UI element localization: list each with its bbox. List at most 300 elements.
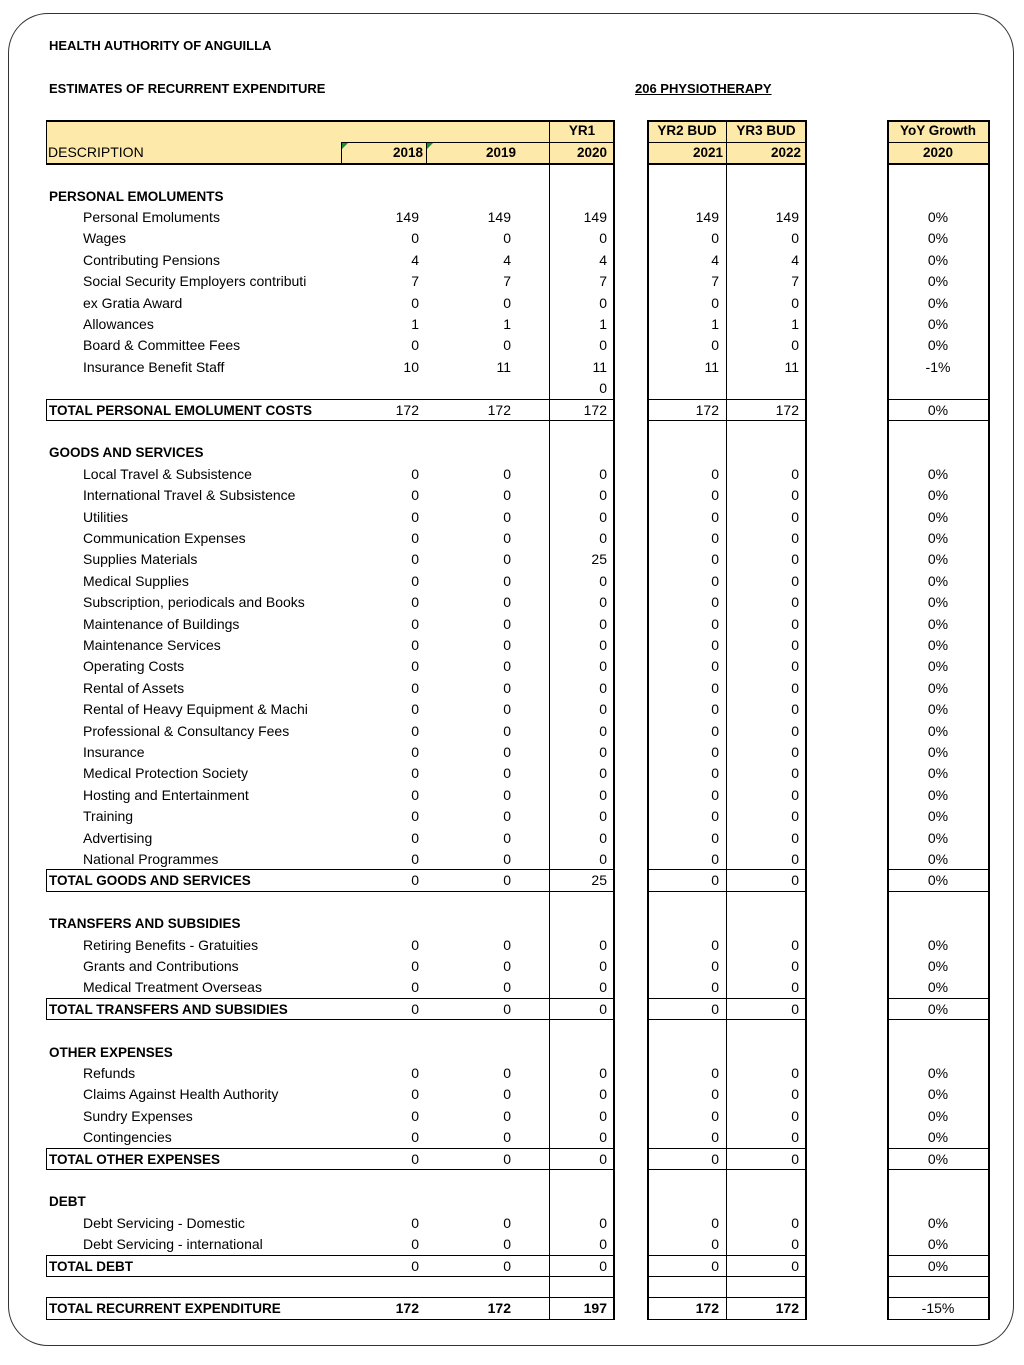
line-item-label: International Travel & Subsistence [83, 487, 296, 504]
yoy-growth-value [888, 378, 988, 399]
value-2022: 0 [791, 979, 799, 996]
column-divider [549, 120, 550, 1320]
value-2019: 0 [503, 957, 511, 974]
line-item-label: Subscription, periodicals and Books [83, 594, 305, 611]
value-2021: 0 [711, 722, 719, 739]
value-2018: 0 [411, 337, 419, 354]
value-2018: 0 [411, 829, 419, 846]
value-2018: 0 [411, 1129, 419, 1146]
section-heading: PERSONAL EMOLUMENTS [49, 188, 224, 204]
value-2019: 0 [503, 786, 511, 803]
yoy-growth-value: 0% [927, 722, 949, 739]
value-2018: 0 [411, 872, 419, 889]
year-2020-header: 2020 [576, 145, 607, 160]
value-2020: 0 [599, 337, 607, 354]
value-2021: 0 [711, 1107, 719, 1124]
value-2019: 0 [503, 936, 511, 953]
value-2021: 0 [711, 829, 719, 846]
value-2020: 149 [583, 208, 607, 225]
line-item-label: Communication Expenses [83, 529, 246, 546]
value-2022: 0 [791, 230, 799, 247]
value-2020: 0 [599, 230, 607, 247]
value-2019: 4 [503, 251, 511, 268]
value-2020: 0 [599, 1086, 607, 1103]
value-2022: 0 [791, 572, 799, 589]
value-2022: 172 [775, 1300, 799, 1317]
yoy-growth-value: 0% [927, 1064, 949, 1081]
value-2020: 0 [599, 765, 607, 782]
yoy-growth-value: 0% [927, 1150, 949, 1167]
value-2021: 0 [711, 701, 719, 718]
value-2018: 0 [411, 701, 419, 718]
value-2019: 0 [503, 850, 511, 867]
year-2021-header: 2021 [692, 145, 723, 160]
value-2021: 0 [711, 636, 719, 653]
value-2020: 0 [599, 1150, 607, 1167]
line-item-label: Medical Treatment Overseas [83, 979, 262, 996]
section-heading: TRANSFERS AND SUBSIDIES [49, 916, 241, 932]
value-2021: 1 [711, 315, 719, 332]
value-2019: 0 [503, 1000, 511, 1017]
yoy-growth-value: 0% [927, 743, 949, 760]
yoy-growth-value: 0% [927, 1214, 949, 1231]
value-2019: 0 [503, 829, 511, 846]
value-2022: 0 [791, 529, 799, 546]
value-2018: 0 [411, 1236, 419, 1253]
value-2021: 0 [711, 679, 719, 696]
value-2020: 0 [599, 658, 607, 675]
value-2018: 149 [395, 208, 419, 225]
line-item-label: Debt Servicing - Domestic [83, 1214, 245, 1231]
total-left-border [46, 998, 47, 1019]
line-item-label: Contributing Pensions [83, 251, 220, 268]
value-2021: 0 [711, 572, 719, 589]
value-2018: 0 [411, 808, 419, 825]
value-2018: 172 [395, 401, 419, 418]
value-2022: 0 [791, 679, 799, 696]
value-2020: 0 [599, 1129, 607, 1146]
value-2019: 0 [503, 808, 511, 825]
organization-title: HEALTH AUTHORITY OF ANGUILLA [49, 38, 272, 53]
value-2021: 11 [704, 358, 719, 375]
value-2021: 0 [711, 743, 719, 760]
header-bottom-line [647, 163, 807, 165]
value-2021: 0 [711, 615, 719, 632]
line-item-label: Contingencies [83, 1129, 172, 1146]
value-2022: 7 [791, 273, 799, 290]
value-2021: 0 [711, 465, 719, 482]
gap-row-line [647, 1276, 807, 1277]
value-2022: 0 [791, 722, 799, 739]
value-2019: 0 [503, 701, 511, 718]
line-item-label: Claims Against Health Authority [83, 1086, 279, 1103]
yoy-growth-value: 0% [927, 529, 949, 546]
yoy-growth-value: 0% [927, 1086, 949, 1103]
value-2022: 11 [784, 358, 799, 375]
value-2019: 0 [503, 679, 511, 696]
value-2020: 0 [599, 979, 607, 996]
value-2018: 0 [411, 1257, 419, 1274]
value-2021: 0 [711, 1150, 719, 1167]
value-2022: 0 [791, 508, 799, 525]
value-2022: 0 [791, 615, 799, 632]
value-2019: 1 [503, 315, 511, 332]
value-2018: 0 [411, 230, 419, 247]
value-2020: 0 [599, 786, 607, 803]
value-2019: 0 [503, 1257, 511, 1274]
value-2022: 0 [791, 786, 799, 803]
value-2019: 0 [503, 1064, 511, 1081]
yoy-growth-value: 0% [927, 508, 949, 525]
yoy-growth-value: 0% [927, 230, 949, 247]
yoy-growth-value: 0% [927, 1236, 949, 1253]
value-2019: 0 [503, 294, 511, 311]
value-2019: 0 [503, 722, 511, 739]
yoy-growth-value: 0% [927, 765, 949, 782]
line-item-label: Grants and Contributions [83, 957, 239, 974]
value-2018: 0 [411, 957, 419, 974]
total-left-border [46, 1148, 47, 1169]
value-2021: 0 [711, 765, 719, 782]
value-2019: 0 [503, 1214, 511, 1231]
value-2019: 0 [503, 765, 511, 782]
value-2018: 0 [411, 572, 419, 589]
value-2021: 7 [711, 273, 719, 290]
value-2020: 0 [599, 701, 607, 718]
value-2019: 0 [503, 979, 511, 996]
gap-row-line [887, 1276, 990, 1277]
line-item-label: Refunds [83, 1064, 136, 1081]
value-2022: 0 [791, 701, 799, 718]
header-bottom-line [887, 163, 990, 165]
line-item-label: Medical Protection Society [83, 765, 248, 782]
section-heading: GOODS AND SERVICES [49, 445, 204, 461]
yoy-growth-value: 0% [927, 294, 949, 311]
line-item-label: Local Travel & Subsistence [83, 465, 252, 482]
line-item-label: Rental of Assets [83, 679, 185, 696]
value-2019: 0 [503, 594, 511, 611]
value-2021: 0 [711, 294, 719, 311]
value-2022: 0 [791, 1236, 799, 1253]
value-2022: 0 [791, 743, 799, 760]
column-divider [805, 120, 807, 1320]
value-2022: 0 [791, 957, 799, 974]
value-2022: 0 [791, 551, 799, 568]
value-2022: 0 [791, 872, 799, 889]
value-2022: 0 [791, 936, 799, 953]
total-left-border [46, 1297, 47, 1318]
yoy-growth-value: 0% [927, 658, 949, 675]
value-2019: 0 [503, 1236, 511, 1253]
value-2021: 0 [711, 1214, 719, 1231]
yoy-growth-value: 0% [927, 829, 949, 846]
value-2020: 0 [599, 850, 607, 867]
line-item-label: Utilities [83, 508, 129, 525]
value-2018: 7 [411, 273, 419, 290]
line-item-label: Maintenance Services [83, 636, 221, 653]
value-2020: 25 [591, 872, 607, 889]
line-item-label: Advertising [83, 829, 153, 846]
value-2019: 0 [503, 337, 511, 354]
value-2021: 172 [695, 1300, 719, 1317]
yoy-growth-value: 0% [927, 251, 949, 268]
value-2021: 0 [711, 551, 719, 568]
line-item-label: Allowances [83, 315, 154, 332]
value-2020: 0 [599, 529, 607, 546]
line-item-label: Insurance [83, 743, 145, 760]
yoy-year-header: 2020 [922, 145, 954, 160]
value-2020: 0 [599, 1214, 607, 1231]
value-2020: 197 [583, 1300, 607, 1317]
value-2019: 0 [503, 636, 511, 653]
value-2021: 149 [695, 208, 719, 225]
value-2018: 0 [411, 1150, 419, 1167]
value-2020: 0 [599, 1257, 607, 1274]
value-2020: 0 [599, 1064, 607, 1081]
yoy-growth-value: 0% [927, 1129, 949, 1146]
value-2020: 1 [599, 315, 607, 332]
section-heading: DEBT [49, 1194, 86, 1210]
department-title: 206 PHYSIOTHERAPY [635, 81, 772, 96]
value-2021: 0 [711, 658, 719, 675]
value-2019: 149 [487, 208, 511, 225]
value-2021: 0 [711, 594, 719, 611]
value-2018: 0 [411, 679, 419, 696]
line-item-label: Social Security Employers contributi [83, 273, 307, 290]
value-2019: 0 [503, 230, 511, 247]
value-2021: 0 [711, 1064, 719, 1081]
yoy-growth-value: -1% [925, 358, 951, 375]
value-2018 [344, 378, 419, 399]
line-item-label: Rental of Heavy Equipment & Machi [83, 701, 308, 718]
value-2020: 0 [599, 829, 607, 846]
value-2018: 10 [403, 358, 419, 375]
value-2018: 0 [411, 1107, 419, 1124]
total-left-border [46, 1255, 47, 1276]
year-2018-header: 2018 [392, 145, 423, 160]
value-2018: 0 [411, 1000, 419, 1017]
value-2019: 172 [487, 1300, 511, 1317]
yoy-growth-value: 0% [927, 401, 949, 418]
line-item-label: Hosting and Entertainment [83, 786, 249, 803]
value-2020: 0 [599, 936, 607, 953]
yoy-growth-value: 0% [927, 808, 949, 825]
value-2018: 0 [411, 979, 419, 996]
yoy-growth-value: 0% [927, 1000, 949, 1017]
value-2022: 0 [791, 1086, 799, 1103]
line-item-label: Operating Costs [83, 658, 185, 675]
value-2021: 0 [711, 508, 719, 525]
value-2019: 0 [503, 1150, 511, 1167]
line-item-label: Sundry Expenses [83, 1107, 193, 1124]
value-2019: 0 [503, 743, 511, 760]
value-2018: 0 [411, 936, 419, 953]
value-2022: 1 [791, 315, 799, 332]
value-2020: 0 [599, 743, 607, 760]
value-2022: 0 [791, 850, 799, 867]
line-item-label: Professional & Consultancy Fees [83, 722, 290, 739]
value-2021: 0 [711, 529, 719, 546]
yoy-growth-value: 0% [927, 487, 949, 504]
value-2020: 4 [599, 251, 607, 268]
value-2019: 0 [503, 508, 511, 525]
value-2022: 0 [791, 808, 799, 825]
line-item-label: Board & Committee Fees [83, 337, 241, 354]
yr1-header: YR1 [568, 123, 596, 138]
value-2018: 0 [411, 1214, 419, 1231]
value-2020: 0 [599, 465, 607, 482]
value-2021: 0 [711, 957, 719, 974]
value-2022: 4 [791, 251, 799, 268]
value-2018: 4 [411, 251, 419, 268]
value-2021: 0 [711, 1236, 719, 1253]
yoy-header: YoY Growth [899, 123, 976, 138]
value-2018: 172 [395, 1300, 419, 1317]
value-2020: 0 [599, 957, 607, 974]
yoy-growth-value: 0% [927, 957, 949, 974]
value-2022: 0 [791, 337, 799, 354]
value-2021: 0 [711, 872, 719, 889]
value-2021: 0 [711, 487, 719, 504]
yoy-growth-value: 0% [927, 572, 949, 589]
value-2020: 0 [599, 294, 607, 311]
value-2022: 0 [791, 829, 799, 846]
value-2020: 0 [599, 508, 607, 525]
value-2018: 0 [411, 786, 419, 803]
value-2020: 7 [599, 273, 607, 290]
value-2019: 0 [503, 572, 511, 589]
value-2018: 0 [411, 615, 419, 632]
yoy-growth-value: 0% [927, 465, 949, 482]
value-2022: 149 [775, 208, 799, 225]
value-2019 [428, 378, 511, 399]
yoy-growth-value: 0% [927, 1257, 949, 1274]
value-2018: 1 [411, 315, 419, 332]
yoy-growth-value: 0% [927, 615, 949, 632]
line-item-label: Debt Servicing - international [83, 1236, 263, 1253]
value-2021: 0 [711, 1129, 719, 1146]
value-2018: 0 [411, 465, 419, 482]
value-2020: 0 [599, 487, 607, 504]
line-item-label: Medical Supplies [83, 572, 189, 589]
value-2020: 0 [599, 1236, 607, 1253]
value-2018: 0 [411, 294, 419, 311]
value-2019: 0 [503, 1129, 511, 1146]
value-2020: 0 [599, 572, 607, 589]
value-2021: 4 [711, 251, 719, 268]
column-divider [988, 120, 990, 1320]
line-item-label: Training [83, 808, 134, 825]
value-2018: 0 [411, 765, 419, 782]
value-2018: 0 [411, 722, 419, 739]
value-2022: 0 [791, 1214, 799, 1231]
value-2021: 0 [711, 1000, 719, 1017]
value-2020: 0 [599, 594, 607, 611]
yoy-growth-value: 0% [927, 315, 949, 332]
line-item-label: Supplies Materials [83, 551, 198, 568]
value-2019: 0 [503, 1107, 511, 1124]
yoy-growth-value: 0% [927, 850, 949, 867]
header-bottom-line [46, 163, 615, 165]
value-2019: 7 [503, 273, 511, 290]
yoy-growth-value: 0% [927, 594, 949, 611]
yoy-growth-value: 0% [927, 872, 949, 889]
value-2018: 0 [411, 594, 419, 611]
description-header: DESCRIPTION [48, 144, 144, 160]
value-2020: 0 [599, 722, 607, 739]
value-2019: 11 [496, 358, 511, 375]
value-2018: 0 [411, 529, 419, 546]
value-2021: 172 [695, 401, 719, 418]
yoy-growth-value: 0% [927, 1107, 949, 1124]
value-2022: 0 [791, 487, 799, 504]
value-2022: 0 [791, 1064, 799, 1081]
yoy-growth-value: 0% [927, 551, 949, 568]
report-title: ESTIMATES OF RECURRENT EXPENDITURE [49, 81, 326, 96]
value-2018: 0 [411, 487, 419, 504]
value-2020: 0 [599, 615, 607, 632]
value-2019: 0 [503, 487, 511, 504]
value-2022 [727, 378, 799, 399]
value-2018: 0 [411, 636, 419, 653]
value-2019: 0 [503, 1086, 511, 1103]
yoy-growth-value: 0% [927, 786, 949, 803]
value-2022: 0 [791, 1257, 799, 1274]
value-2021: 0 [711, 337, 719, 354]
total-left-border [46, 869, 47, 890]
value-2022: 0 [791, 294, 799, 311]
value-2020: 0 [599, 1107, 607, 1124]
gap-row-line [549, 1276, 615, 1277]
value-2018: 0 [411, 658, 419, 675]
yoy-growth-value: 0% [927, 337, 949, 354]
yoy-growth-value: 0% [927, 979, 949, 996]
yoy-growth-value: 0% [927, 679, 949, 696]
value-2021: 0 [711, 808, 719, 825]
value-2021: 0 [711, 850, 719, 867]
value-2021: 0 [711, 230, 719, 247]
value-2018: 0 [411, 551, 419, 568]
value-2022: 0 [791, 465, 799, 482]
value-2018: 0 [411, 850, 419, 867]
value-2018: 0 [411, 1064, 419, 1081]
value-2020: 0 [599, 1000, 607, 1017]
value-2022: 0 [791, 594, 799, 611]
line-item-label: National Programmes [83, 850, 219, 867]
total-label: TOTAL GOODS AND SERVICES [49, 873, 251, 889]
value-2019: 0 [503, 465, 511, 482]
column-divider [46, 120, 47, 163]
value-2021: 0 [711, 1257, 719, 1274]
line-item-label: Personal Emoluments [83, 208, 220, 225]
value-2022: 0 [791, 1129, 799, 1146]
value-2020: 0 [599, 636, 607, 653]
value-2022: 0 [791, 1000, 799, 1017]
value-2022: 0 [791, 658, 799, 675]
line-item-label: Wages [83, 230, 127, 247]
value-2019: 172 [487, 401, 511, 418]
value-2022: 0 [791, 1107, 799, 1124]
yoy-growth-value: 0% [927, 273, 949, 290]
value-2022: 0 [791, 765, 799, 782]
value-2020: 25 [591, 551, 607, 568]
section-heading: OTHER EXPENSES [49, 1044, 173, 1060]
value-2021: 0 [711, 979, 719, 996]
year-2019-header: 2019 [485, 145, 516, 160]
value-2022: 0 [791, 1150, 799, 1167]
total-label: TOTAL OTHER EXPENSES [49, 1151, 221, 1167]
yoy-growth-value: 0% [927, 208, 949, 225]
